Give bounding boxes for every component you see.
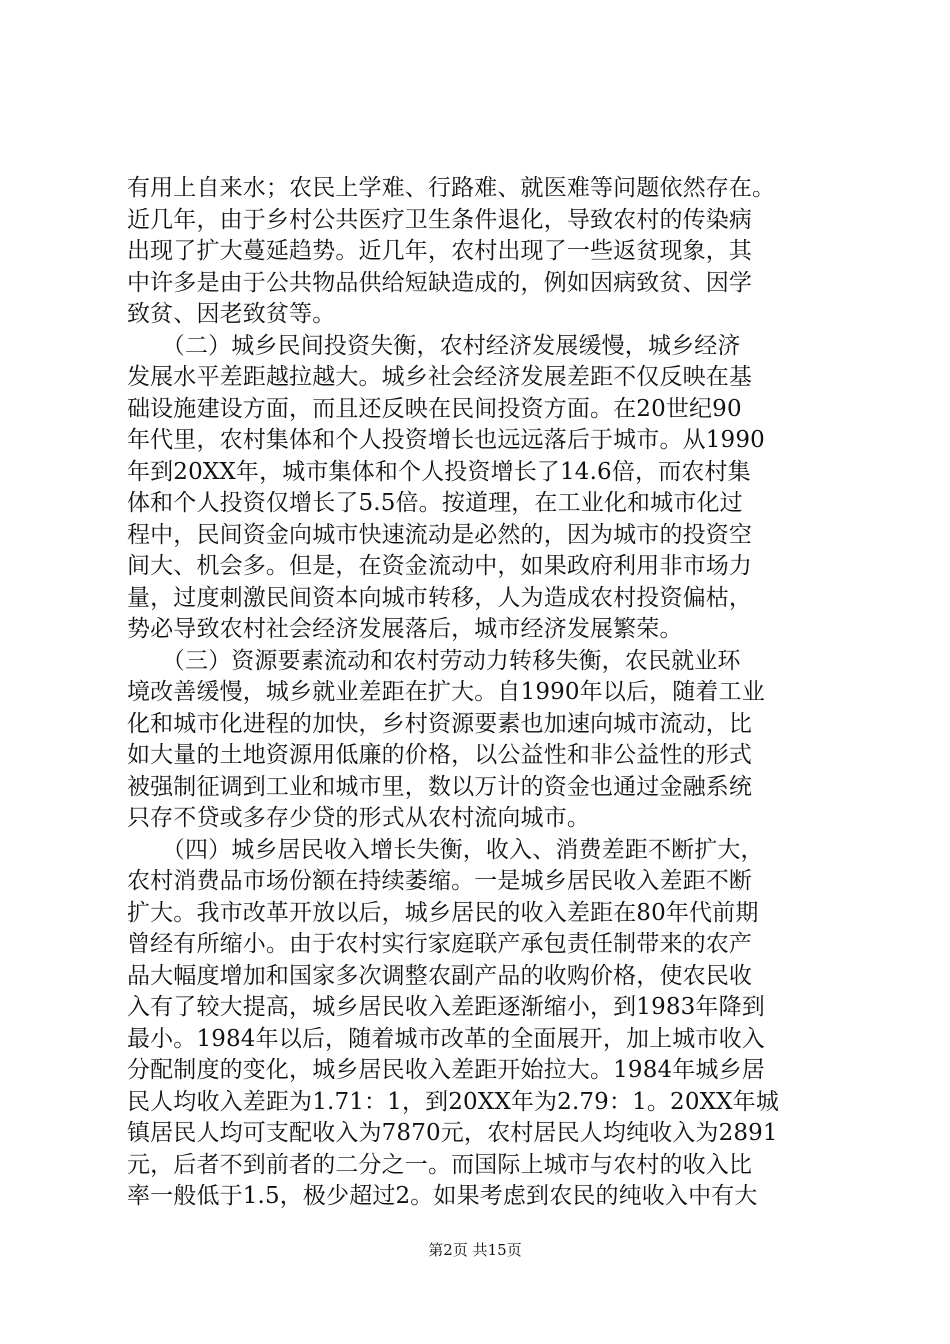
text-line: 年代里，农村集体和个人投资增长也远远落后于城市。从1990 (127, 427, 765, 453)
text-line: 最小。1984年以后，随着城市改革的全面展开，加上城市收入 (127, 1025, 765, 1052)
text-line: 率一般低于1.5，极少超过2。如果考虑到农民的纯收入中有大 (127, 1183, 758, 1209)
text-line: （三）资源要素流动和农村劳动力转移失衡，农民就业环 (127, 647, 741, 674)
text-line: 境改善缓慢，城乡就业差距在扩大。自1990年以后，随着工业 (127, 679, 765, 705)
text-line: 分配制度的变化，城乡居民收入差距开始拉大。1984年城乡居 (127, 1057, 765, 1083)
text-line: （四）城乡居民收入增长失衡，收入、消费差距不断扩大， (127, 836, 764, 863)
text-line: 农村消费品市场份额在持续萎缩。一是城乡居民收入差距不断 (127, 868, 753, 894)
text-line: 如大量的土地资源用低廉的价格，以公益性和非公益性的形式 (127, 742, 753, 768)
body-text (127, 173, 829, 1213)
text-line: 发展水平差距越拉越大。城乡社会经济发展差距不仅反映在基 (127, 364, 753, 390)
text-line: 体和个人投资仅增长了5.5倍。按道理，在工业化和城市化过 (127, 490, 743, 516)
text-line: 只存不贷或多存少贷的形式从农村流向城市。 (127, 805, 590, 831)
text-line: 出现了扩大蔓延趋势。近几年，农村出现了一些返贫现象，其 (127, 238, 753, 264)
text-line: 品大幅度增加和国家多次调整农副产品的收购价格，使农民收 (127, 962, 753, 989)
text-line: 曾经有所缩小。由于农村实行家庭联产承包责任制带来的农产 (127, 931, 753, 957)
text-line: 近几年，由于乡村公共医疗卫生条件退化，导致农村的传染病 (127, 206, 753, 233)
text-line: （二）城乡民间投资失衡，农村经济发展缓慢，城乡经济 (127, 332, 741, 359)
text-line: 入有了较大提高，城乡居民收入差距逐渐缩小，到1983年降到 (127, 994, 765, 1020)
text-line: 被强制征调到工业和城市里，数以万计的资金也通过金融系统 (127, 773, 753, 800)
text-line: 民人均收入差距为1.71：1，到20XX年为2.79：1。20XX年城 (127, 1088, 779, 1115)
text-line: 致贫、因老致贫等。 (127, 301, 336, 327)
text-line: 间大、机会多。但是，在资金流动中，如果政府利用非市场力 (127, 553, 753, 579)
text-line: 年到20XX年，城市集体和个人投资增长了14.6倍，而农村集 (127, 458, 751, 485)
text-line: 化和城市化进程的加快，乡村资源要素也加速向城市流动，比 (127, 710, 753, 737)
text-line: 量，过度刺激民间资本向城市转移，人为造成农村投资偏枯， (127, 584, 753, 611)
text-line: 镇居民人均可支配收入为7870元，农村居民人均纯收入为2891 (127, 1120, 778, 1146)
text-line: 础设施建设方面，而且还反映在民间投资方面。在20世纪90 (127, 395, 742, 422)
text-line: 扩大。我市改革开放以后，城乡居民的收入差距在80年代前期 (127, 899, 759, 926)
text-line: 有用上自来水；农民上学难、行路难、就医难等问题依然存在。 (127, 175, 776, 201)
text-line: 中许多是由于公共物品供给短缺造成的，例如因病致贫、因学 (127, 269, 753, 296)
text-line: 元，后者不到前者的二分之一。而国际上城市与农村的收入比 (127, 1151, 753, 1178)
page-number-footer: 第2页 共15页 (428, 1241, 522, 1259)
text-line: 程中，民间资金向城市快速流动是必然的，因为城市的投资空 (127, 521, 753, 548)
text-line: 势必导致农村社会经济发展落后，城市经济发展繁荣。 (127, 616, 683, 642)
